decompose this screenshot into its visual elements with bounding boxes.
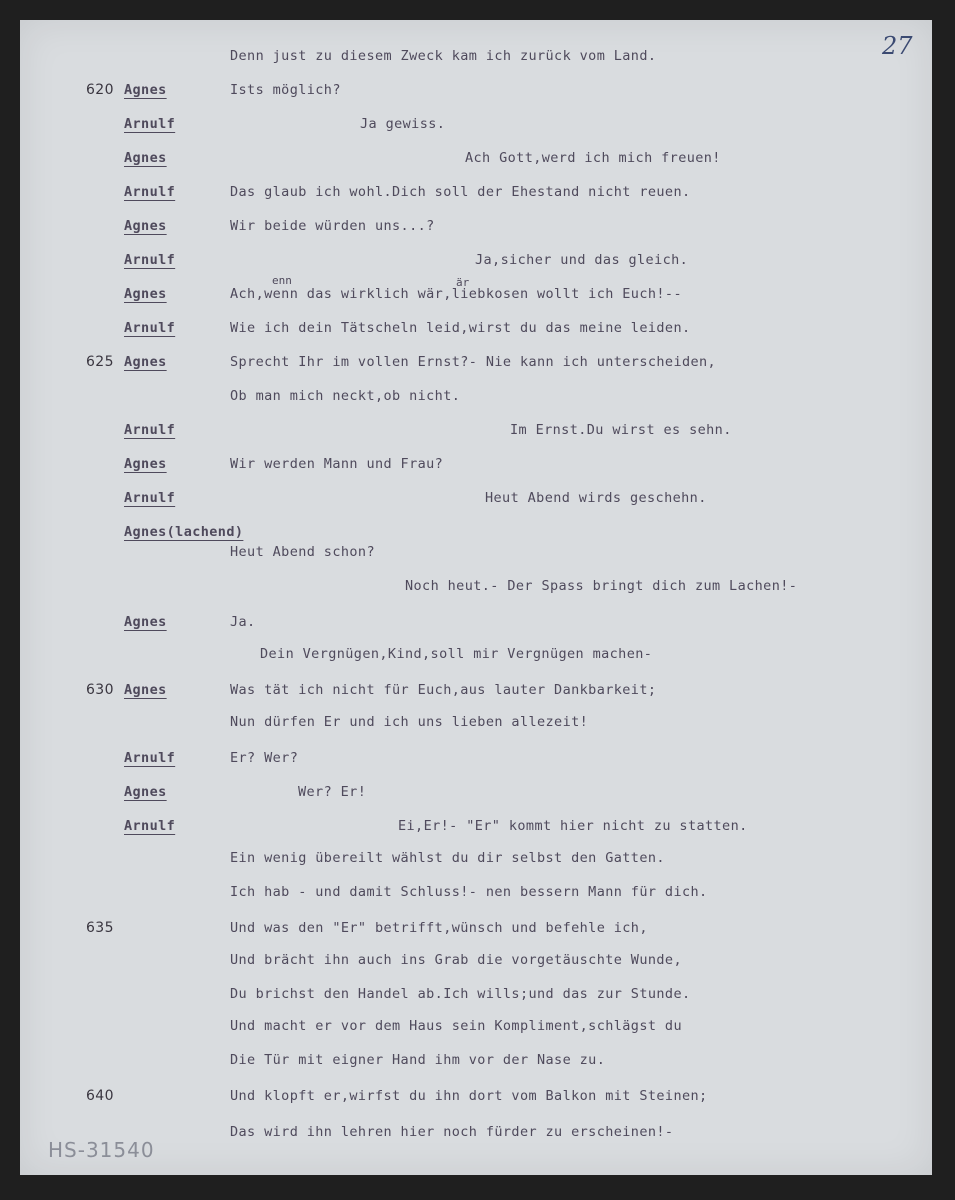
page-number: 27	[882, 32, 913, 60]
dialogue-text: Und macht er vor dem Haus sein Kompliment,schlägst du	[230, 1018, 682, 1034]
dialogue-text: Wir beide würden uns...?	[230, 218, 435, 234]
verse-number: 625	[86, 354, 114, 370]
speaker-name: Agnes	[124, 354, 167, 370]
script-line	[20, 354, 932, 374]
dialogue-text: Ach,wenn das wirklich wär,liebkosen wollt ich Euch!--	[230, 286, 682, 302]
dialogue-text: Heut Abend schon?	[230, 544, 375, 560]
speaker-name: Arnulf	[124, 818, 176, 834]
script-line	[20, 750, 932, 770]
dialogue-text: Er? Wer?	[230, 750, 299, 766]
dialogue-text: Und was den "Er" betrifft,wünsch und befehle ich,	[230, 920, 648, 936]
script-line	[20, 1124, 932, 1144]
speaker-name: Arnulf	[124, 116, 176, 132]
script-line	[20, 818, 932, 838]
catalog-id: HS-31540	[48, 1138, 155, 1162]
dialogue-text: Ob man mich neckt,ob nicht.	[230, 388, 461, 404]
script-line	[20, 490, 932, 510]
script-line	[20, 218, 932, 238]
script-line	[20, 456, 932, 476]
dialogue-text: Ists möglich?	[230, 82, 341, 98]
verse-number: 635	[86, 920, 114, 936]
script-line	[20, 986, 932, 1006]
dialogue-text: Ja gewiss.	[360, 116, 446, 132]
script-line	[20, 784, 932, 804]
script-line	[20, 920, 932, 940]
script-line	[20, 578, 932, 598]
dialogue-text: Wer? Er!	[298, 784, 367, 800]
correction-ar: är	[456, 276, 470, 289]
dialogue-text: Noch heut.- Der Spass bringt dich zum Lachen!-	[405, 578, 798, 594]
dialogue-text: Und brächt ihn auch ins Grab die vorgetäuschte Wunde,	[230, 952, 682, 968]
script-line	[20, 714, 932, 734]
speaker-name: Agnes(lachend)	[124, 524, 244, 540]
speaker-name: Arnulf	[124, 490, 176, 506]
speaker-name: Agnes	[124, 286, 167, 302]
speaker-name: Agnes	[124, 614, 167, 630]
dialogue-text: Wie ich dein Tätscheln leid,wirst du das meine leiden.	[230, 320, 691, 336]
dialogue-text: Nun dürfen Er und ich uns lieben allezeit!	[230, 714, 589, 730]
script-line	[20, 116, 932, 136]
dialogue-text: Sprecht Ihr im vollen Ernst?- Nie kann ich unterscheiden,	[230, 354, 717, 370]
dialogue-text: Denn just zu diesem Zweck kam ich zurück vom Land.	[230, 48, 657, 64]
script-line	[20, 850, 932, 870]
dialogue-text: Du brichst den Handel ab.Ich wills;und das zur Stunde.	[230, 986, 691, 1002]
speaker-name: Arnulf	[124, 750, 176, 766]
script-line	[20, 544, 932, 564]
dialogue-text: Wir werden Mann und Frau?	[230, 456, 444, 472]
dialogue-text: Was tät ich nicht für Euch,aus lauter Dankbarkeit;	[230, 682, 657, 698]
script-line	[20, 1018, 932, 1038]
script-line	[20, 48, 932, 68]
speaker-name: Arnulf	[124, 252, 176, 268]
speaker-name: Agnes	[124, 784, 167, 800]
script-line	[20, 422, 932, 442]
dialogue-text: Ein wenig übereilt wählst du dir selbst den Gatten.	[230, 850, 665, 866]
verse-number: 640	[86, 1088, 114, 1104]
dialogue-text: Ja.	[230, 614, 256, 630]
dialogue-text: Im Ernst.Du wirst es sehn.	[510, 422, 732, 438]
script-line	[20, 524, 932, 544]
script-line	[20, 150, 932, 170]
script-line	[20, 952, 932, 972]
script-line	[20, 682, 932, 702]
verse-number: 630	[86, 682, 114, 698]
speaker-name: Agnes	[124, 150, 167, 166]
dialogue-text: Heut Abend wirds geschehn.	[485, 490, 707, 506]
correction-enn: enn	[272, 274, 292, 287]
script-line	[20, 1052, 932, 1072]
script-line	[20, 184, 932, 204]
speaker-name: Arnulf	[124, 422, 176, 438]
script-line	[20, 320, 932, 340]
script-line	[20, 614, 932, 634]
verse-number: 620	[86, 82, 114, 98]
dialogue-text: Ich hab - und damit Schluss!- nen bessern Mann für dich.	[230, 884, 708, 900]
script-line	[20, 1088, 932, 1108]
speaker-name: Agnes	[124, 456, 167, 472]
script-line	[20, 286, 932, 306]
script-line	[20, 82, 932, 102]
dialogue-text: Die Tür mit eigner Hand ihm vor der Nase zu.	[230, 1052, 606, 1068]
dialogue-text: Und klopft er,wirfst du ihn dort vom Balkon mit Steinen;	[230, 1088, 708, 1104]
script-line	[20, 388, 932, 408]
script-line	[20, 884, 932, 904]
script-line	[20, 252, 932, 272]
dialogue-text: Ach Gott,werd ich mich freuen!	[465, 150, 721, 166]
dialogue-text: Ei,Er!- "Er" kommt hier nicht zu statten.	[398, 818, 748, 834]
dialogue-text: Dein Vergnügen,Kind,soll mir Vergnügen machen-	[260, 646, 653, 662]
speaker-name: Agnes	[124, 218, 167, 234]
speaker-name: Agnes	[124, 682, 167, 698]
typescript-page	[20, 20, 932, 1175]
dialogue-text: Das wird ihn lehren hier noch fürder zu erscheinen!-	[230, 1124, 674, 1140]
dialogue-text: Ja,sicher und das gleich.	[475, 252, 689, 268]
dialogue-text: Das glaub ich wohl.Dich soll der Ehestand nicht reuen.	[230, 184, 691, 200]
speaker-name: Arnulf	[124, 320, 176, 336]
speaker-name: Arnulf	[124, 184, 176, 200]
speaker-name: Agnes	[124, 82, 167, 98]
script-line	[20, 646, 932, 666]
